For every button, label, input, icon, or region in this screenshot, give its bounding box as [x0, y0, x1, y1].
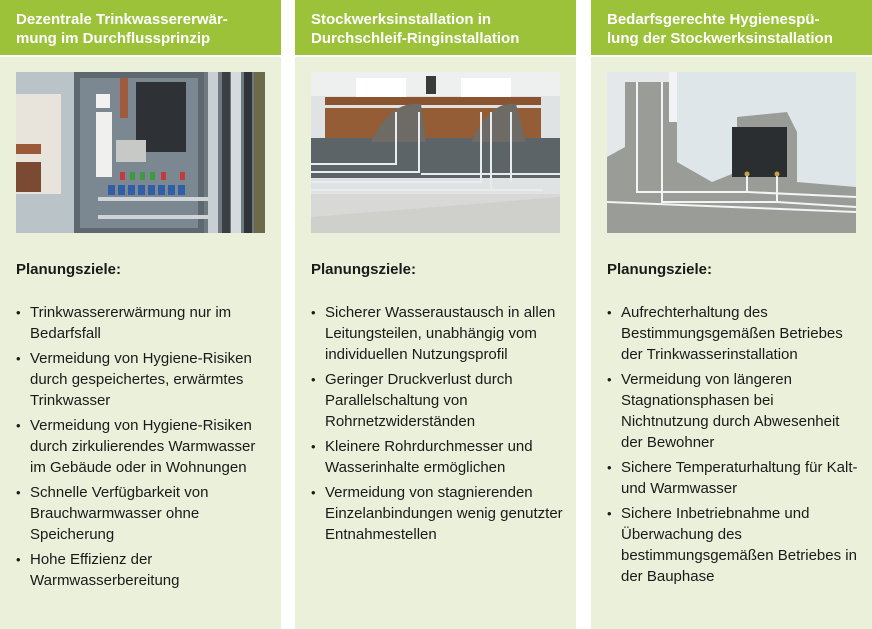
- list-item: • Sichere Temperaturhaltung für Kalt- und Warmwasser: [607, 457, 864, 499]
- column-stockwerksinstallation-ring: [295, 0, 576, 629]
- ring-installation-photo: [311, 72, 560, 233]
- planning-goals-list: [607, 302, 864, 587]
- list-item: • Geringer Druckverlust durch Parallelschaltung von Rohrnetzwiderständen: [311, 369, 568, 432]
- column-body: [607, 260, 864, 591]
- column-header: [295, 0, 576, 57]
- hygiene-flush-photo: [607, 72, 856, 233]
- planning-goals-heading: Planungsziele:: [607, 261, 713, 278]
- column-title-line: Stockwerksinstallation in: [311, 11, 492, 28]
- list-item: • Kleinere Rohrdurchmesser und Wasserinhalte ermöglichen: [311, 436, 568, 478]
- column-title-line: Durchschleif-Ringinstallation: [311, 30, 520, 47]
- list-item: • Vermeidung von Hygiene-Risiken durch gespeichertes, erwärmtes Trinkwasser: [16, 348, 273, 411]
- column-body: [311, 260, 568, 549]
- list-item: • Vermeidung von stagnierenden Einzelanbindungen wenig genutzter Entnahmestellen: [311, 482, 568, 545]
- list-item: • Vermeidung von längeren Stagnationsphasen bei Nichtnutzung durch Abwesenheit der Bewohner: [607, 369, 864, 453]
- list-item: • Sichere Inbetriebnahme und Überwachung des bestimmungsgemäßen Betriebes in der Bauphase: [607, 503, 864, 587]
- column-header: [0, 0, 281, 57]
- list-item: • Hohe Effizienz der Warmwasserbereitung: [16, 549, 273, 591]
- planning-goals-heading: Planungsziele:: [311, 261, 417, 278]
- list-item: • Schnelle Verfügbarkeit von Brauchwarmwasser ohne Speicherung: [16, 482, 273, 545]
- list-item: • Trinkwassererwärmung nur im Bedarfsfall: [16, 302, 273, 344]
- list-item: • Sicherer Wasseraustausch in allen Leitungsteilen, unabhängig vom individuellen Nutzungsprofil: [311, 302, 568, 365]
- column-body: [16, 260, 273, 595]
- list-item: • Aufrechterhaltung des Bestimmungsgemäßen Betriebes der Trinkwasserinstallation: [607, 302, 864, 365]
- planning-goals-heading: Planungsziele:: [16, 261, 122, 278]
- column-dezentrale-trinkwassererwaermung: [0, 0, 281, 629]
- column-title-line: Bedarfsgerechte Hygienespü-: [607, 11, 820, 28]
- list-item: • Vermeidung von Hygiene-Risiken durch zirkulierendes Warmwasser im Gebäude oder in Wohnungen: [16, 415, 273, 478]
- column-title-line: lung der Stockwerksinstallation: [607, 30, 833, 47]
- column-title-line: Dezentrale Trinkwassererwär-: [16, 11, 228, 28]
- planning-goals-list: [16, 302, 273, 591]
- planning-goals-list: [311, 302, 568, 545]
- distribution-station-photo: [16, 72, 265, 233]
- column-header: [591, 0, 872, 57]
- column-hygienespuelung: [591, 0, 872, 629]
- column-title-line: mung im Durchflussprinzip: [16, 30, 211, 47]
